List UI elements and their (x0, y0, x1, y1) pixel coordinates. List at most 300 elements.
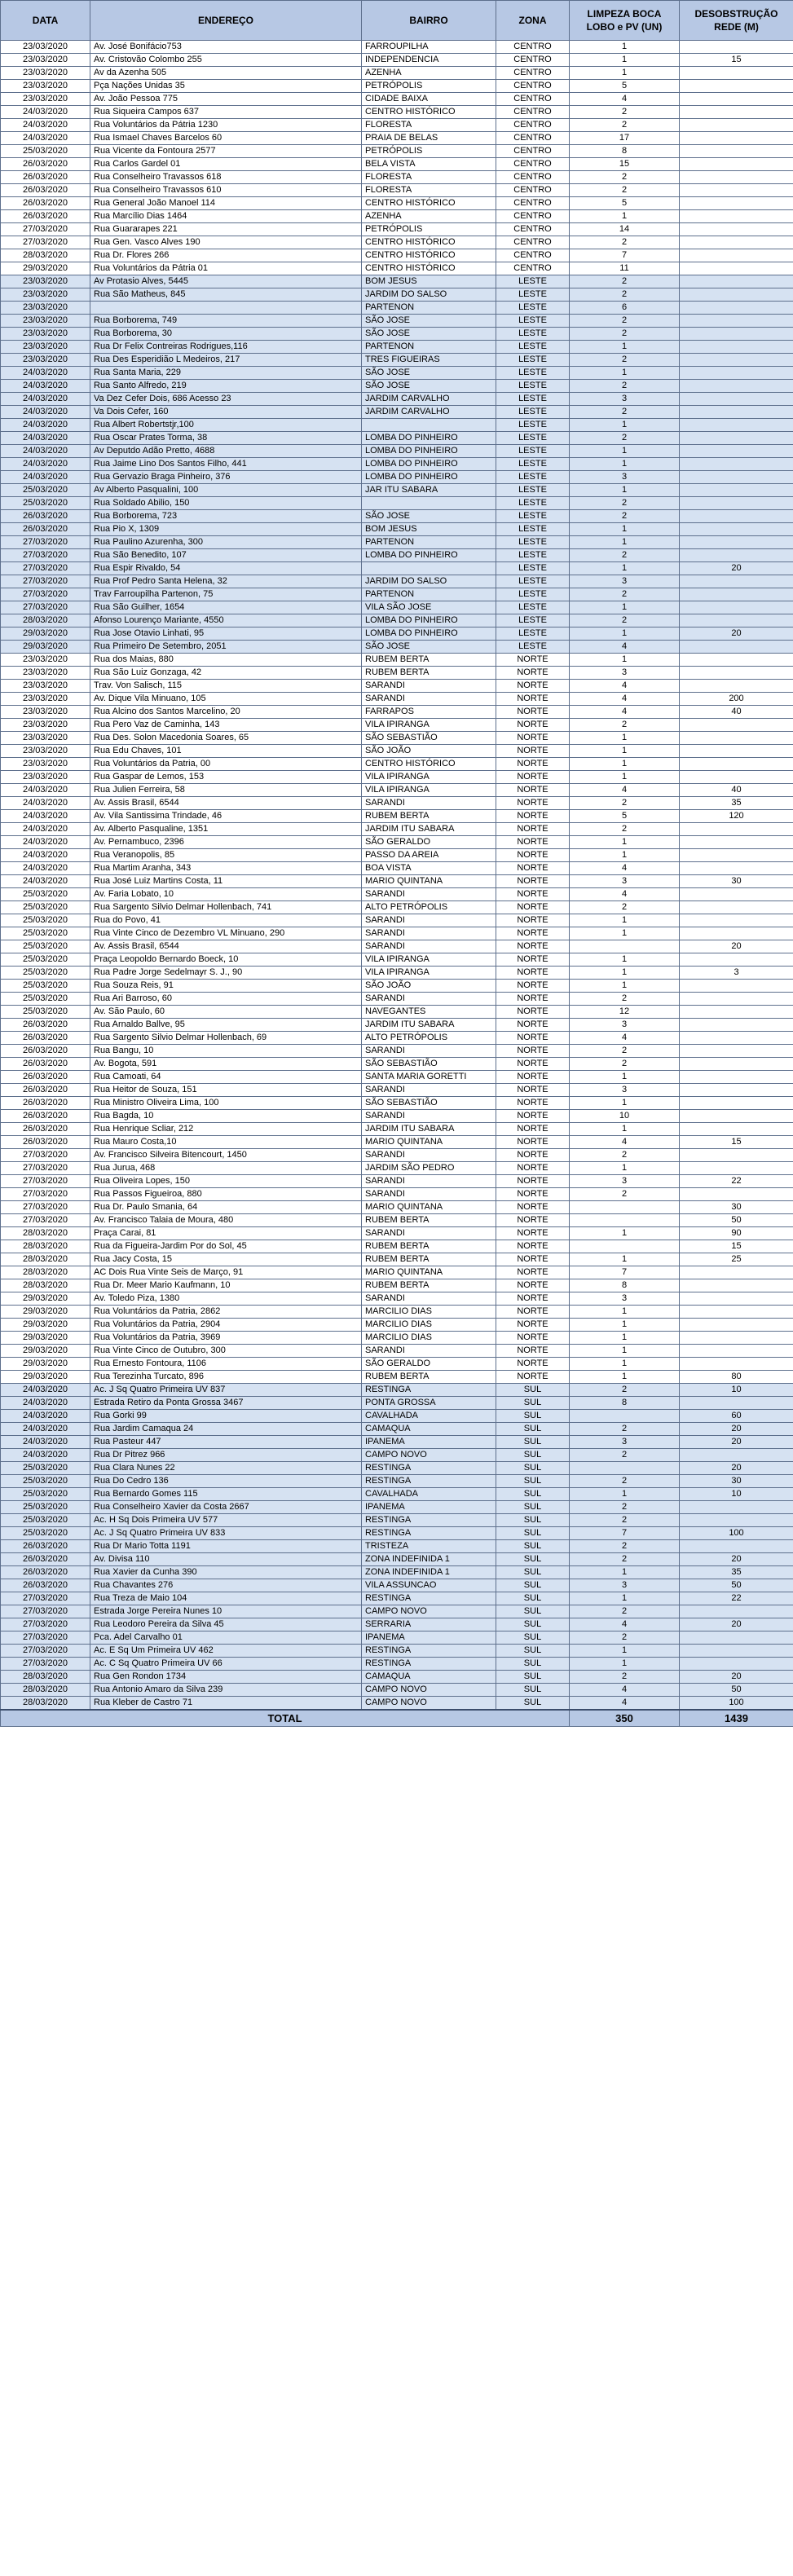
row-endereco: Rua Passos Figueiroa, 880 (90, 1188, 362, 1201)
row-desobstrucao (680, 901, 793, 914)
row-bairro: RUBEM BERTA (362, 1214, 496, 1227)
row-zona: NORTE (496, 667, 570, 680)
row-bairro: CIDADE BAIXA (362, 93, 496, 106)
row-limpeza: 1 (570, 601, 680, 614)
row-desobstrucao (680, 393, 793, 406)
row-bairro: SÃO SEBASTIÃO (362, 1058, 496, 1071)
row-desobstrucao (680, 771, 793, 784)
table-row (1, 1253, 793, 1266)
row-bairro: SÃO JOSE (362, 315, 496, 328)
row-zona: NORTE (496, 680, 570, 693)
row-endereco: Ac. J Sq Quatro Primeira UV 833 (90, 1527, 362, 1540)
row-desobstrucao (680, 1332, 793, 1345)
row-endereco: Rua Conselheiro Xavier da Costa 2667 (90, 1501, 362, 1514)
row-bairro: PETRÓPOLIS (362, 80, 496, 93)
table-row (1, 1423, 793, 1436)
row-date: 23/03/2020 (1, 67, 90, 80)
row-bairro: PRAIA DE BELAS (362, 132, 496, 145)
row-bairro: PETRÓPOLIS (362, 223, 496, 236)
row-limpeza: 1 (570, 67, 680, 80)
row-bairro: SARANDI (362, 1084, 496, 1097)
row-date: 28/03/2020 (1, 1266, 90, 1279)
row-desobstrucao: 90 (680, 1227, 793, 1240)
row-desobstrucao (680, 328, 793, 341)
row-limpeza: 7 (570, 249, 680, 262)
row-desobstrucao (680, 1306, 793, 1319)
row-endereco: Av. José Bonifácio753 (90, 41, 362, 54)
row-desobstrucao: 20 (680, 1618, 793, 1631)
header-endereco: ENDEREÇO (90, 1, 362, 41)
row-date: 24/03/2020 (1, 132, 90, 145)
row-zona: CENTRO (496, 236, 570, 249)
row-zona: NORTE (496, 771, 570, 784)
table-row (1, 432, 793, 445)
row-date: 24/03/2020 (1, 823, 90, 836)
row-limpeza: 7 (570, 1527, 680, 1540)
row-endereco: Rua Albert Robertstjr,100 (90, 419, 362, 432)
row-zona: NORTE (496, 654, 570, 667)
row-endereco: Rua Mauro Costa,10 (90, 1136, 362, 1149)
table-row (1, 836, 793, 849)
table-row (1, 1201, 793, 1214)
table-row (1, 1684, 793, 1697)
row-zona: SUL (496, 1384, 570, 1397)
row-endereco: Rua Jaime Lino Dos Santos Filho, 441 (90, 458, 362, 471)
row-limpeza: 5 (570, 810, 680, 823)
row-endereco: Rua Ministro Oliveira Lima, 100 (90, 1097, 362, 1110)
row-endereco: Rua Leodoro Pereira da Silva 45 (90, 1618, 362, 1631)
row-zona: LESTE (496, 380, 570, 393)
row-date: 25/03/2020 (1, 914, 90, 927)
row-endereco: Rua Terezinha Turcato, 896 (90, 1371, 362, 1384)
row-endereco: Estrada Jorge Pereira Nunes 10 (90, 1605, 362, 1618)
row-limpeza: 15 (570, 158, 680, 171)
row-desobstrucao (680, 1058, 793, 1071)
row-bairro: CENTRO HISTÓRICO (362, 262, 496, 275)
row-limpeza: 4 (570, 888, 680, 901)
table-row (1, 171, 793, 184)
table-row (1, 1045, 793, 1058)
row-desobstrucao: 20 (680, 1671, 793, 1684)
row-limpeza: 2 (570, 1631, 680, 1645)
row-limpeza: 1 (570, 953, 680, 967)
row-endereco: Rua Siqueira Campos 637 (90, 106, 362, 119)
row-limpeza: 1 (570, 1332, 680, 1345)
table-row (1, 223, 793, 236)
row-zona: LESTE (496, 354, 570, 367)
row-zona: SUL (496, 1475, 570, 1488)
row-zona: CENTRO (496, 54, 570, 67)
row-endereco: Rua Jose Otavio Linhati, 95 (90, 627, 362, 641)
table-row (1, 940, 793, 953)
row-date: 26/03/2020 (1, 197, 90, 210)
row-limpeza: 2 (570, 901, 680, 914)
row-bairro: JARDIM DO SALSO (362, 288, 496, 302)
row-endereco: AC Dois Rua Vinte Seis de Março, 91 (90, 1266, 362, 1279)
row-zona: NORTE (496, 1319, 570, 1332)
row-endereco: Rua Vinte Cinco de Outubro, 300 (90, 1345, 362, 1358)
row-limpeza: 2 (570, 171, 680, 184)
row-date: 27/03/2020 (1, 1214, 90, 1227)
row-limpeza: 1 (570, 341, 680, 354)
row-desobstrucao: 3 (680, 967, 793, 980)
row-desobstrucao: 15 (680, 1136, 793, 1149)
row-bairro: LOMBA DO PINHEIRO (362, 614, 496, 627)
row-limpeza: 2 (570, 549, 680, 562)
row-zona: NORTE (496, 797, 570, 810)
row-bairro: RESTINGA (362, 1462, 496, 1475)
row-zona: NORTE (496, 953, 570, 967)
row-bairro: VILA SÃO JOSE (362, 601, 496, 614)
table-row (1, 993, 793, 1006)
row-endereco: Rua Soldado Abilio, 150 (90, 497, 362, 510)
row-zona: NORTE (496, 1162, 570, 1175)
row-endereco: Av. Pernambuco, 2396 (90, 836, 362, 849)
table-row (1, 1266, 793, 1279)
row-zona: SUL (496, 1410, 570, 1423)
table-row (1, 1371, 793, 1384)
row-desobstrucao (680, 1149, 793, 1162)
row-bairro: SARANDI (362, 680, 496, 693)
row-bairro: ALTO PETRÓPOLIS (362, 901, 496, 914)
table-row (1, 667, 793, 680)
row-desobstrucao (680, 601, 793, 614)
row-endereco: Av. Assis Brasil, 6544 (90, 940, 362, 953)
row-date: 28/03/2020 (1, 1227, 90, 1240)
row-zona: NORTE (496, 1240, 570, 1253)
row-limpeza: 2 (570, 1501, 680, 1514)
row-desobstrucao (680, 1123, 793, 1136)
row-bairro: JARDIM CARVALHO (362, 393, 496, 406)
row-zona: CENTRO (496, 41, 570, 54)
table-row (1, 549, 793, 562)
row-zona: NORTE (496, 1253, 570, 1266)
row-bairro: MARIO QUINTANA (362, 1266, 496, 1279)
row-desobstrucao (680, 732, 793, 745)
row-bairro: SARANDI (362, 940, 496, 953)
row-desobstrucao (680, 980, 793, 993)
table-row (1, 262, 793, 275)
row-zona: NORTE (496, 745, 570, 758)
row-limpeza: 1 (570, 1097, 680, 1110)
row-limpeza: 2 (570, 236, 680, 249)
row-zona: LESTE (496, 484, 570, 497)
table-row (1, 1149, 793, 1162)
table-row (1, 367, 793, 380)
row-zona: NORTE (496, 1188, 570, 1201)
row-bairro: NAVEGANTES (362, 1006, 496, 1019)
table-row (1, 641, 793, 654)
row-bairro: LOMBA DO PINHEIRO (362, 458, 496, 471)
table-row (1, 953, 793, 967)
row-zona: NORTE (496, 927, 570, 940)
row-limpeza: 3 (570, 667, 680, 680)
row-desobstrucao (680, 497, 793, 510)
row-zona: LESTE (496, 562, 570, 575)
row-limpeza: 4 (570, 1032, 680, 1045)
table-row (1, 1084, 793, 1097)
row-desobstrucao: 20 (680, 1436, 793, 1449)
row-bairro: CENTRO HISTÓRICO (362, 197, 496, 210)
row-limpeza: 4 (570, 641, 680, 654)
row-endereco: Afonso Lourenço Mariante, 4550 (90, 614, 362, 627)
row-limpeza: 5 (570, 80, 680, 93)
table-row (1, 1566, 793, 1579)
table-row (1, 145, 793, 158)
row-limpeza: 2 (570, 993, 680, 1006)
table-row (1, 1019, 793, 1032)
row-desobstrucao (680, 249, 793, 262)
row-date: 25/03/2020 (1, 1501, 90, 1514)
row-limpeza (570, 940, 680, 953)
row-bairro: SARANDI (362, 888, 496, 901)
row-endereco: Av. São Paulo, 60 (90, 1006, 362, 1019)
row-zona: LESTE (496, 641, 570, 654)
table-row (1, 1358, 793, 1371)
row-endereco: Rua Dr Felix Contreiras Rodrigues,116 (90, 341, 362, 354)
row-desobstrucao: 30 (680, 1201, 793, 1214)
row-zona: NORTE (496, 940, 570, 953)
row-date: 28/03/2020 (1, 1253, 90, 1266)
table-row (1, 119, 793, 132)
row-desobstrucao (680, 1110, 793, 1123)
table-row (1, 67, 793, 80)
row-date: 27/03/2020 (1, 1658, 90, 1671)
row-zona: CENTRO (496, 158, 570, 171)
row-endereco: Rua Paulino Azurenha, 300 (90, 536, 362, 549)
row-limpeza (570, 1240, 680, 1253)
row-limpeza: 4 (570, 693, 680, 706)
row-zona: LESTE (496, 471, 570, 484)
row-bairro: SARANDI (362, 1045, 496, 1058)
row-date: 29/03/2020 (1, 627, 90, 641)
row-zona: NORTE (496, 1006, 570, 1019)
row-date: 26/03/2020 (1, 1097, 90, 1110)
row-zona: LESTE (496, 406, 570, 419)
row-date: 23/03/2020 (1, 54, 90, 67)
row-zona: SUL (496, 1397, 570, 1410)
table-row (1, 1631, 793, 1645)
row-desobstrucao: 40 (680, 784, 793, 797)
row-limpeza: 1 (570, 732, 680, 745)
row-desobstrucao (680, 1292, 793, 1306)
row-endereco: Pça Nações Unidas 35 (90, 80, 362, 93)
row-limpeza (570, 1214, 680, 1227)
row-bairro: LOMBA DO PINHEIRO (362, 432, 496, 445)
row-bairro: PARTENON (362, 302, 496, 315)
header-row (1, 1, 793, 41)
table-row (1, 210, 793, 223)
row-zona: NORTE (496, 706, 570, 719)
row-limpeza (570, 1201, 680, 1214)
row-endereco: Rua Dr. Meer Mario Kaufmann, 10 (90, 1279, 362, 1292)
table-row (1, 1292, 793, 1306)
row-desobstrucao (680, 1540, 793, 1553)
row-desobstrucao: 10 (680, 1488, 793, 1501)
row-bairro: PARTENON (362, 341, 496, 354)
row-desobstrucao (680, 927, 793, 940)
row-limpeza: 2 (570, 315, 680, 328)
table-row (1, 901, 793, 914)
row-zona: NORTE (496, 993, 570, 1006)
row-desobstrucao (680, 914, 793, 927)
row-endereco: Rua Clara Nunes 22 (90, 1462, 362, 1475)
row-endereco: Av. João Pessoa 775 (90, 93, 362, 106)
row-zona: LESTE (496, 510, 570, 523)
row-bairro: RUBEM BERTA (362, 1253, 496, 1266)
row-date: 24/03/2020 (1, 836, 90, 849)
row-endereco: Rua Pero Vaz de Caminha, 143 (90, 719, 362, 732)
row-date: 23/03/2020 (1, 654, 90, 667)
row-desobstrucao (680, 1501, 793, 1514)
row-bairro: CENTRO HISTÓRICO (362, 758, 496, 771)
row-date: 27/03/2020 (1, 1188, 90, 1201)
header-zona: ZONA (496, 1, 570, 41)
row-zona: CENTRO (496, 132, 570, 145)
row-date: 23/03/2020 (1, 693, 90, 706)
row-date: 25/03/2020 (1, 888, 90, 901)
row-endereco: Av da Azenha 505 (90, 67, 362, 80)
row-date: 24/03/2020 (1, 810, 90, 823)
row-zona: SUL (496, 1488, 570, 1501)
row-bairro: SÃO SEBASTIÃO (362, 732, 496, 745)
row-limpeza: 2 (570, 119, 680, 132)
row-desobstrucao (680, 471, 793, 484)
row-zona: NORTE (496, 758, 570, 771)
row-zona: NORTE (496, 1214, 570, 1227)
table-row (1, 1605, 793, 1618)
row-desobstrucao: 35 (680, 1566, 793, 1579)
row-limpeza: 1 (570, 1253, 680, 1266)
row-bairro: RESTINGA (362, 1645, 496, 1658)
row-endereco: Rua Vinte Cinco de Dezembro VL Minuano, 290 (90, 927, 362, 940)
row-bairro: SÃO JOÃO (362, 745, 496, 758)
row-limpeza: 1 (570, 914, 680, 927)
row-bairro: FLORESTA (362, 119, 496, 132)
row-date: 26/03/2020 (1, 510, 90, 523)
row-zona: LESTE (496, 302, 570, 315)
row-zona: CENTRO (496, 119, 570, 132)
row-limpeza: 1 (570, 1071, 680, 1084)
row-bairro: VILA IPIRANGA (362, 784, 496, 797)
row-bairro: MARCILIO DIAS (362, 1306, 496, 1319)
row-date: 25/03/2020 (1, 1006, 90, 1019)
table-row (1, 1436, 793, 1449)
row-date: 27/03/2020 (1, 601, 90, 614)
row-bairro: SANTA MARIA GORETTI (362, 1071, 496, 1084)
row-bairro: FLORESTA (362, 171, 496, 184)
row-date: 25/03/2020 (1, 980, 90, 993)
row-limpeza: 2 (570, 1423, 680, 1436)
row-endereco: Rua Primeiro De Setembro, 2051 (90, 641, 362, 654)
table-row (1, 80, 793, 93)
row-endereco: Av. Alberto Pasqualine, 1351 (90, 823, 362, 836)
row-limpeza: 7 (570, 1266, 680, 1279)
row-date: 24/03/2020 (1, 419, 90, 432)
row-date: 23/03/2020 (1, 771, 90, 784)
row-endereco: Rua Xavier da Cunha 390 (90, 1566, 362, 1579)
row-zona: NORTE (496, 836, 570, 849)
row-desobstrucao: 20 (680, 1423, 793, 1436)
row-zona: NORTE (496, 810, 570, 823)
row-limpeza: 3 (570, 1175, 680, 1188)
row-desobstrucao (680, 106, 793, 119)
row-date: 27/03/2020 (1, 562, 90, 575)
row-desobstrucao (680, 849, 793, 862)
row-date: 23/03/2020 (1, 341, 90, 354)
row-bairro: CENTRO HISTÓRICO (362, 249, 496, 262)
row-zona: NORTE (496, 1019, 570, 1032)
table-row (1, 1527, 793, 1540)
row-zona: NORTE (496, 1306, 570, 1319)
row-desobstrucao: 10 (680, 1384, 793, 1397)
header-limpeza: LIMPEZA BOCA LOBO e PV (UN) (570, 1, 680, 41)
row-limpeza: 2 (570, 497, 680, 510)
row-zona: NORTE (496, 849, 570, 862)
row-bairro: CAMPO NOVO (362, 1449, 496, 1462)
table-row (1, 1671, 793, 1684)
row-date: 25/03/2020 (1, 1475, 90, 1488)
row-zona: NORTE (496, 1332, 570, 1345)
row-bairro: SARANDI (362, 1345, 496, 1358)
row-endereco: Rua Julien Ferreira, 58 (90, 784, 362, 797)
row-limpeza: 8 (570, 145, 680, 158)
row-bairro: IPANEMA (362, 1631, 496, 1645)
row-date: 23/03/2020 (1, 354, 90, 367)
row-desobstrucao: 50 (680, 1684, 793, 1697)
row-endereco: Pca. Adel Carvalho 01 (90, 1631, 362, 1645)
row-limpeza: 1 (570, 484, 680, 497)
row-bairro: TRISTEZA (362, 1540, 496, 1553)
row-zona: LESTE (496, 275, 570, 288)
row-date: 29/03/2020 (1, 641, 90, 654)
row-desobstrucao: 80 (680, 1371, 793, 1384)
row-limpeza: 2 (570, 510, 680, 523)
row-limpeza: 1 (570, 54, 680, 67)
table-row (1, 1345, 793, 1358)
row-bairro: RESTINGA (362, 1527, 496, 1540)
table-row (1, 380, 793, 393)
table-row (1, 1097, 793, 1110)
row-desobstrucao (680, 210, 793, 223)
row-desobstrucao (680, 1162, 793, 1175)
table-row (1, 1514, 793, 1527)
row-date: 28/03/2020 (1, 249, 90, 262)
row-limpeza: 2 (570, 1605, 680, 1618)
row-endereco: Rua Henrique Scliar, 212 (90, 1123, 362, 1136)
row-endereco: Rua Voluntários da Pátria 1230 (90, 119, 362, 132)
table-row (1, 1488, 793, 1501)
row-bairro: AZENHA (362, 67, 496, 80)
row-bairro: LOMBA DO PINHEIRO (362, 471, 496, 484)
row-date: 24/03/2020 (1, 367, 90, 380)
row-desobstrucao: 40 (680, 706, 793, 719)
row-desobstrucao (680, 1188, 793, 1201)
row-date: 24/03/2020 (1, 119, 90, 132)
row-desobstrucao (680, 654, 793, 667)
row-date: 25/03/2020 (1, 497, 90, 510)
row-zona: CENTRO (496, 197, 570, 210)
row-date: 26/03/2020 (1, 1084, 90, 1097)
row-desobstrucao (680, 680, 793, 693)
row-bairro: BOM JESUS (362, 275, 496, 288)
row-date: 29/03/2020 (1, 1345, 90, 1358)
table-row (1, 914, 793, 927)
row-date: 29/03/2020 (1, 1332, 90, 1345)
row-date: 24/03/2020 (1, 1436, 90, 1449)
row-date: 24/03/2020 (1, 458, 90, 471)
row-desobstrucao (680, 862, 793, 875)
